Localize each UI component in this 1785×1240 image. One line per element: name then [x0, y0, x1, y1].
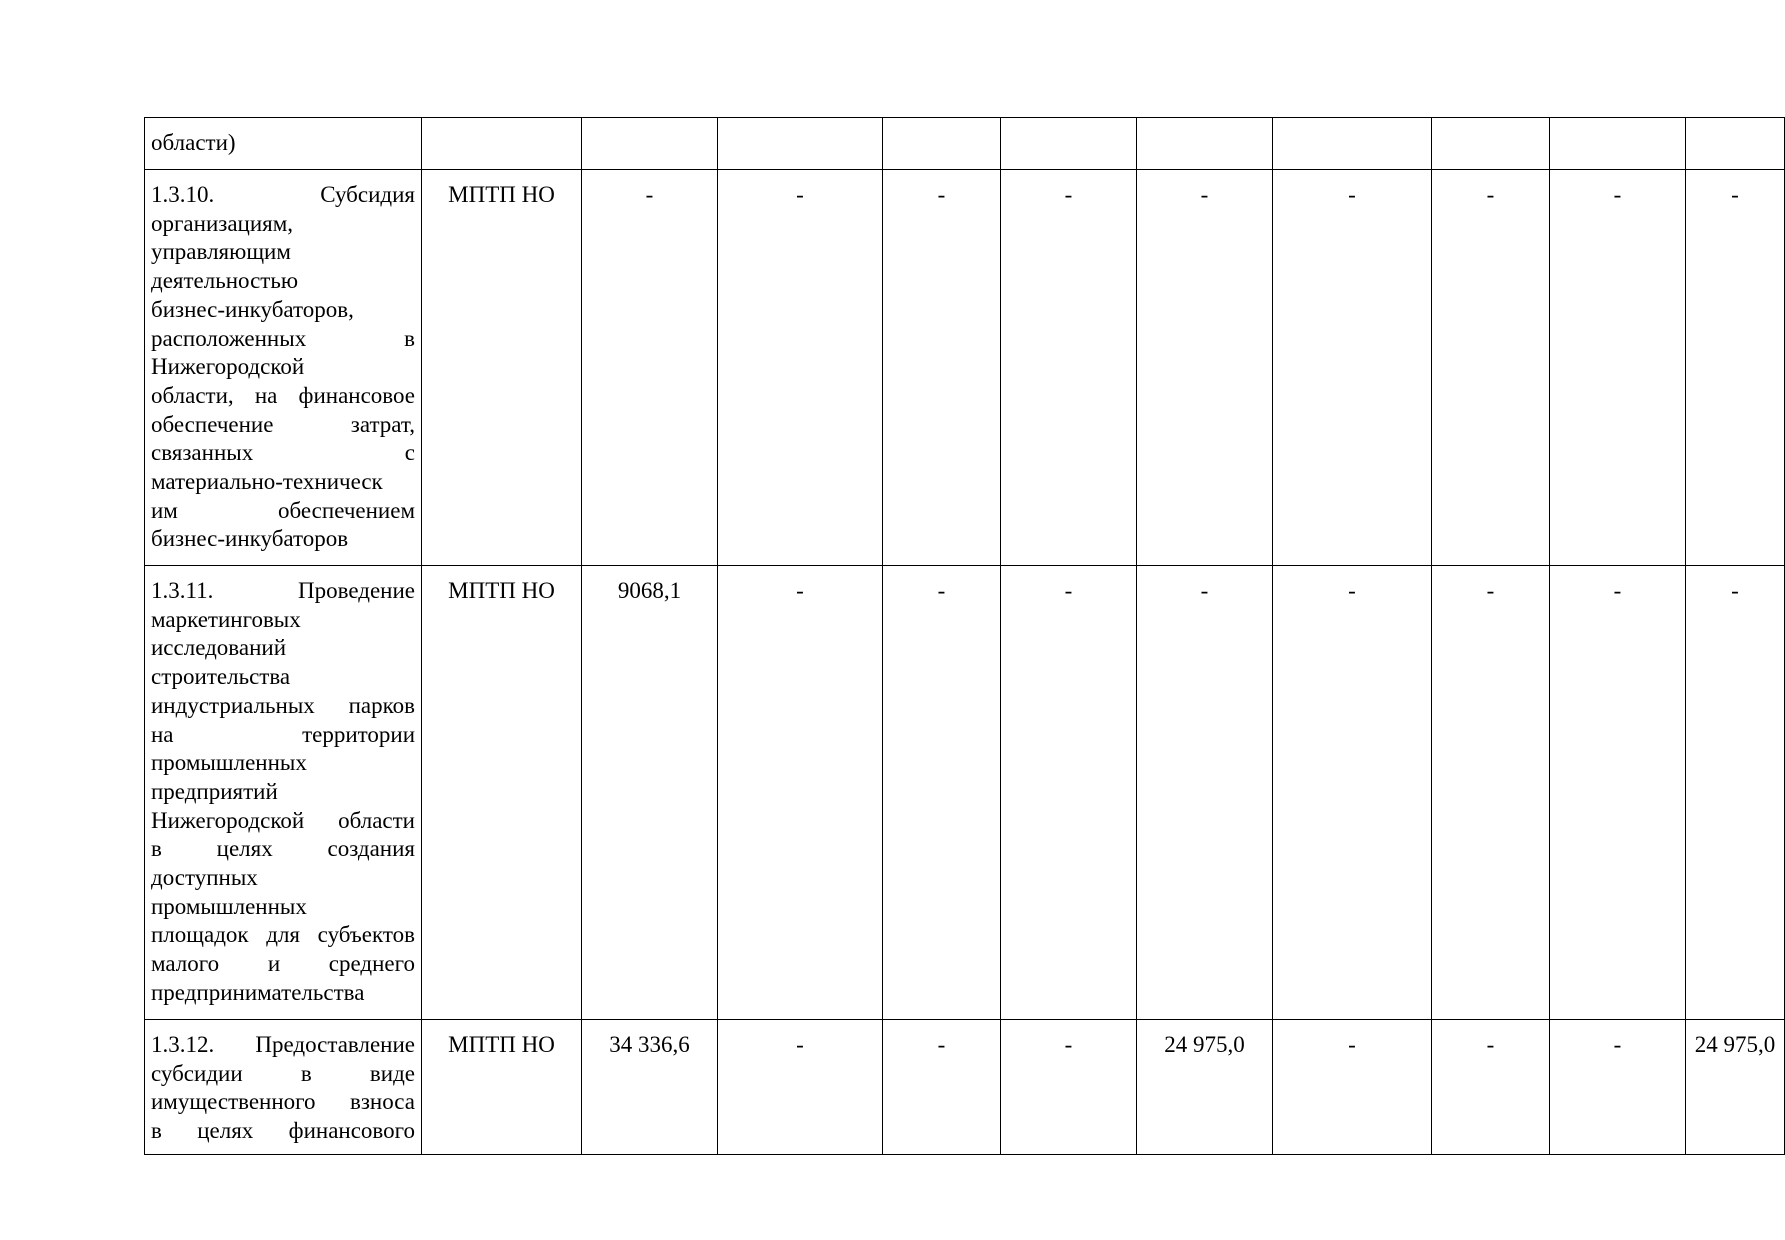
value-cell — [1273, 118, 1432, 170]
value-cell: - — [718, 566, 883, 1020]
value-cell: - — [718, 170, 883, 566]
value-cell: 24 975,0 — [1137, 1020, 1273, 1155]
description-line: управляющим — [151, 239, 291, 265]
description-line: предпринимательства — [151, 979, 365, 1005]
description-line: им обеспечением — [151, 497, 415, 523]
value-cell: - — [1137, 566, 1273, 1020]
value-cell: - — [883, 1020, 1001, 1155]
description-line: бизнес-инкубаторов — [151, 526, 349, 552]
value-cell: - — [1001, 170, 1137, 566]
description-line: индустриальных парков — [151, 692, 415, 718]
description-line: площадок для субъектов — [151, 922, 415, 948]
description-line: субсидии в виде — [151, 1060, 415, 1086]
responsible-org-cell: МПТП НО — [422, 1020, 582, 1155]
description-line: организациям, — [151, 210, 294, 236]
value-cell: - — [1432, 566, 1550, 1020]
description-line: 1.3.10. Субсидия — [151, 182, 415, 207]
description-line: в целях создания — [151, 836, 415, 862]
value-cell — [1001, 118, 1137, 170]
value-cell: - — [718, 1020, 883, 1155]
description-line: промышленных — [151, 893, 307, 919]
responsible-org-cell: МПТП НО — [422, 170, 582, 566]
description-line: 1.3.12. Предоставление — [151, 1032, 415, 1057]
value-cell — [718, 118, 883, 170]
value-cell — [1686, 118, 1785, 170]
activity-description-cell — [145, 170, 422, 566]
description-line: расположенных в — [151, 325, 415, 351]
program-table — [144, 117, 1785, 1155]
description-line: материально-техническ — [151, 469, 383, 495]
description-line: доступных — [151, 865, 258, 891]
value-cell: - — [1273, 170, 1432, 566]
value-cell: - — [883, 566, 1001, 1020]
value-cell: 24 975,0 — [1686, 1020, 1785, 1155]
value-cell: - — [1001, 1020, 1137, 1155]
description-line: Нижегородской — [151, 354, 305, 380]
description-line: области) — [151, 130, 236, 155]
value-cell: - — [1273, 566, 1432, 1020]
value-cell — [582, 118, 718, 170]
table-row — [145, 566, 1785, 1020]
description-line: связанных с — [151, 440, 415, 466]
value-cell — [1550, 118, 1686, 170]
value-cell: - — [1432, 170, 1550, 566]
value-cell: - — [1686, 566, 1785, 1020]
description-line: 1.3.11. Проведение — [151, 578, 415, 603]
responsible-org-cell — [422, 118, 582, 170]
description-line: предприятий — [151, 778, 278, 804]
responsible-org-cell: МПТП НО — [422, 566, 582, 1020]
value-cell: - — [1550, 170, 1686, 566]
table-row — [145, 118, 1785, 170]
activity-description-cell — [145, 1020, 422, 1155]
value-cell: 34 336,6 — [582, 1020, 718, 1155]
value-cell: 9068,1 — [582, 566, 718, 1020]
table-row — [145, 170, 1785, 566]
description-line: промышленных — [151, 750, 307, 776]
value-cell: - — [1550, 1020, 1686, 1155]
value-cell — [1137, 118, 1273, 170]
value-cell — [1432, 118, 1550, 170]
description-line: области, на финансовое — [151, 382, 415, 408]
description-line: обеспечение затрат, — [151, 411, 415, 437]
value-cell: - — [1273, 1020, 1432, 1155]
description-line: в целях финансового — [151, 1118, 415, 1144]
description-line: исследований — [151, 635, 287, 661]
description-line: маркетинговых — [151, 606, 301, 632]
description-line: деятельностью — [151, 268, 299, 294]
description-line: имущественного взноса — [151, 1089, 415, 1115]
description-line: на территории — [151, 721, 415, 747]
description-line: малого и среднего — [151, 951, 415, 977]
description-line: строительства — [151, 664, 291, 690]
value-cell: - — [1432, 1020, 1550, 1155]
activity-description-cell — [145, 118, 422, 170]
activity-description-cell — [145, 566, 422, 1020]
table-row — [145, 1020, 1785, 1155]
value-cell: - — [582, 170, 718, 566]
description-line: бизнес-инкубаторов, — [151, 296, 354, 322]
value-cell: - — [1550, 566, 1686, 1020]
description-line: Нижегородской области — [151, 807, 415, 833]
value-cell: - — [883, 170, 1001, 566]
value-cell — [883, 118, 1001, 170]
value-cell: - — [1686, 170, 1785, 566]
value-cell: - — [1137, 170, 1273, 566]
value-cell: - — [1001, 566, 1137, 1020]
